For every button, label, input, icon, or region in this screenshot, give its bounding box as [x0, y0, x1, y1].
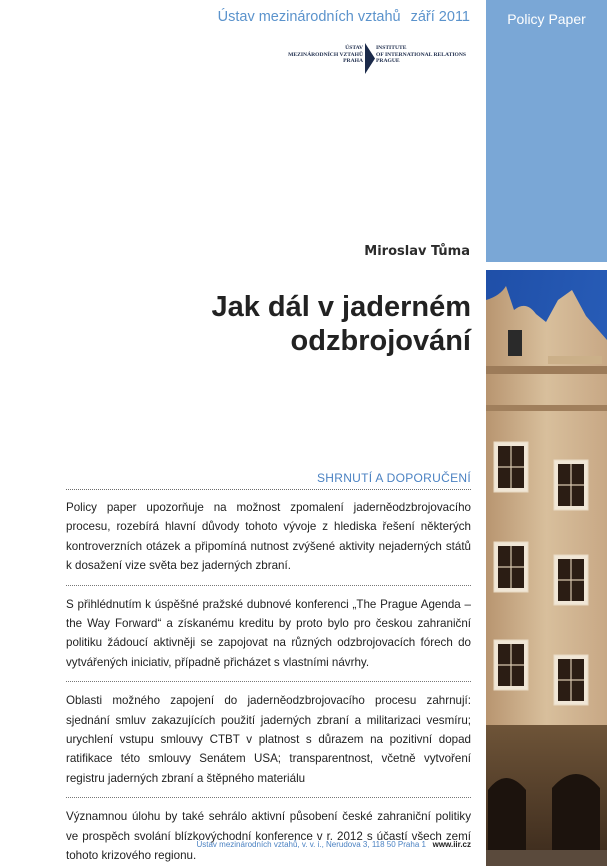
- summary-body: [66, 498, 471, 866]
- publication-type-label: Policy Paper: [507, 11, 586, 27]
- summary-paragraph: Oblasti možného zapojení do jaderněodzbrojovacího procesu zahrnují: sjednání smluv zakazujících použití jaderných zbraní a militarizaci vesmíru; urychlení vstupu smlouvy CTBT v platnost s důrazem na pozitivní dopad ratifikace této smlouvy Senátem USA; transparentnost, včetně vytvoření registru jaderných zbraní a štěpného materiálu: [66, 694, 471, 785]
- logo-czech-text: [288, 45, 363, 65]
- logo-english-line: PRAGUE: [376, 58, 400, 65]
- page-footer: [196, 840, 471, 849]
- section-divider: [66, 489, 471, 490]
- section-heading: SHRNUTÍ A DOPORUČENÍ: [316, 471, 471, 485]
- logo-english-text: [376, 45, 466, 65]
- header-line: [120, 9, 470, 25]
- paragraph-divider: [66, 585, 471, 586]
- logo-czech-line: ÚSTAV: [345, 45, 363, 51]
- document-title: [151, 290, 471, 358]
- title-line: Jak dál v jaderném: [211, 291, 471, 323]
- summary-paragraph: Policy paper upozorňuje na možnost zpomalení jaderněodzbrojovacího procesu, rozebírá hlavní důvody tohoto vývoje z hlediska řešení některých kontroverzních otázek a připomíná nutnost zvýšené aktivity nejaderných států k dosažení vize světa bez jaderných zbraní.: [66, 501, 471, 573]
- footer-website-link[interactable]: www.iir.cz: [432, 840, 471, 849]
- institute-logo: [266, 43, 476, 77]
- logo-english-line: INSTITUTE: [376, 45, 407, 51]
- logo-mark-icon: [365, 43, 375, 74]
- header-institute-name: Ústav mezinárodních vztahů: [217, 9, 401, 25]
- summary-paragraph: Významnou úlohu by také sehrálo aktivní působení české zahraniční politiky ve prospěch svolání blízkovýchodní konference v r. 2012 s účastí všech zemí tohoto krizového regionu.: [66, 810, 471, 863]
- paragraph-divider: [66, 681, 471, 682]
- building-facade-image: [486, 270, 607, 866]
- logo-czech-line: MEZINÁRODNÍCH VZTAHŮ: [288, 51, 363, 58]
- paragraph-divider: [66, 797, 471, 798]
- footer-address: Ústav mezinárodních vztahů, v. v. i., Nerudova 3, 118 50 Praha 1: [196, 840, 426, 849]
- logo-english-line: OF INTERNATIONAL RELATIONS: [376, 51, 467, 58]
- author-name: Miroslav Tůma: [364, 244, 470, 259]
- title-line: odzbrojování: [290, 325, 471, 357]
- cover-photo: [486, 270, 607, 866]
- summary-paragraph: S přihlédnutím k úspěšné pražské dubnové konferenci „The Prague Agenda – the Way Forward“ a získanému kreditu by proto bylo pro českou zahraniční politiku žádoucí aktivněji se zapojovat na různých odzbrojovacích fórech do vytvářených iniciativ, případně přicházet s vlastními návrhy.: [66, 597, 471, 669]
- header-date: září 2011: [410, 9, 470, 25]
- logo-czech-line: PRAHA: [343, 58, 363, 65]
- publication-type-panel: [486, 0, 607, 262]
